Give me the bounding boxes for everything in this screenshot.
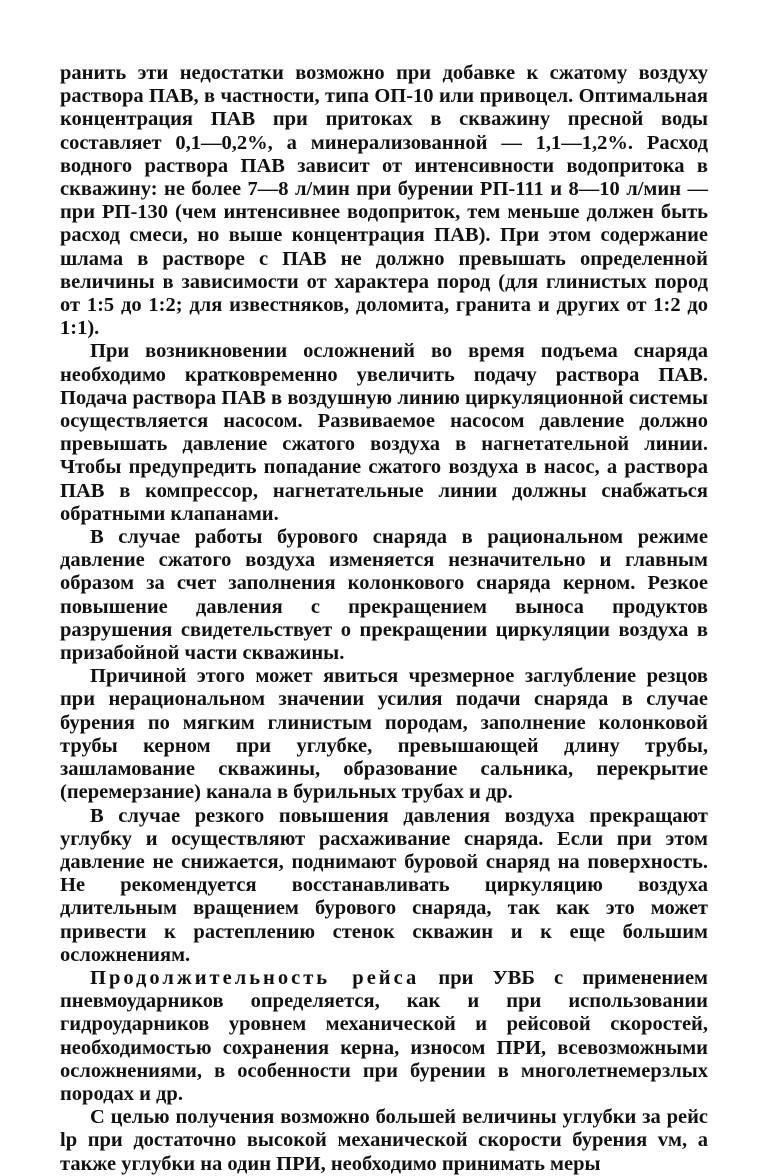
paragraph-6 <box>60 967 708 1106</box>
paragraph-5: В случае резкого повышения давления воздуха прекращают углубку и осуществляют расхаживание снаряда. Если при этом давление не снижается, поднимают буровой снаряд на поверхность. Не рекомендуется восстанавливать циркуляцию воздуха длительным вращением бурового снаряда, так как это может привести к растеплению стенок скважин и к еще большим осложнениям. <box>60 804 708 966</box>
paragraph-6-text: при УВБ с применением пневмоударников определяется, как и при использовании гидроударников уровнем механической и рейсовой скоростей, необходимостью сохранения керна, износом ПРИ, всевозможными осложнениями, в особенности при бурении в многолетнемерзлых породах и др. <box>60 966 709 1105</box>
paragraph-2: При возникновении осложнений во время подъема снаряда необходимо кратковременно увеличить подачу раствора ПАВ. Подача раствора ПАВ в воздушную линию циркуляционной системы осуществляется насосом. Развиваемое насосом давление должно превышать давление сжатого воздуха в нагнетательной линии. Чтобы предупредить попадание сжатого воздуха в насос, а раствора ПАВ в компрессор, нагнетательные линии должны снабжаться обратными клапанами. <box>60 340 708 525</box>
paragraph-3: В случае работы бурового снаряда в рациональном режиме давление сжатого воздуха изменяется незначительно и главным образом за счет заполнения колонкового снаряда керном. Резкое повышение давления с прекращением выноса продуктов разрушения свидетельствует о прекращении циркуляции воздуха в призабойной части скважины. <box>60 526 708 665</box>
paragraph-1: ранить эти недостатки возможно при добавке к сжатому воздуху раствора ПАВ, в частности, типа ОП-10 или привоцел. Оптимальная концентрация ПАВ при притоках в скважину пресной воды составляет 0,1—0,2%, а минерализованной — 1,1—1,2%. Расход водного раствора ПАВ зависит от интенсивности водопритока в скважину: не более 7—8 л/мин при бурении РП-111 и 8—10 л/мин — при РП-130 (чем интенсивнее водоприток, тем меньше должен быть расход смеси, но выше концентрация ПАВ). При этом содержание шлама в растворе с ПАВ не должно превышать определенной величины в зависимости от характера пород (для глинистых пород от 1:5 до 1:2; для известняков, доломита, гранита и других от 1:2 до 1:1). <box>60 62 708 340</box>
paragraph-4: Причиной этого может явиться чрезмерное заглубление резцов при нерациональном значении усилия подачи снаряда в случае бурения по мягким глинистым породам, заполнение колонковой трубы керном при углубке, превышающей длину трубы, зашламование скважины, образование сальника, перекрытие (перемерзание) канала в бурильных трубах и др. <box>60 665 708 804</box>
spaced-lead-term: Продолжительность рейса <box>90 966 420 989</box>
document-page <box>60 62 708 1176</box>
paragraph-7: С целью получения возможно большей величины углубки за рейс lр при достаточно высокой механической скорости бурения vм, а также углубки на один ПРИ, необходимо принимать меры <box>60 1106 708 1175</box>
